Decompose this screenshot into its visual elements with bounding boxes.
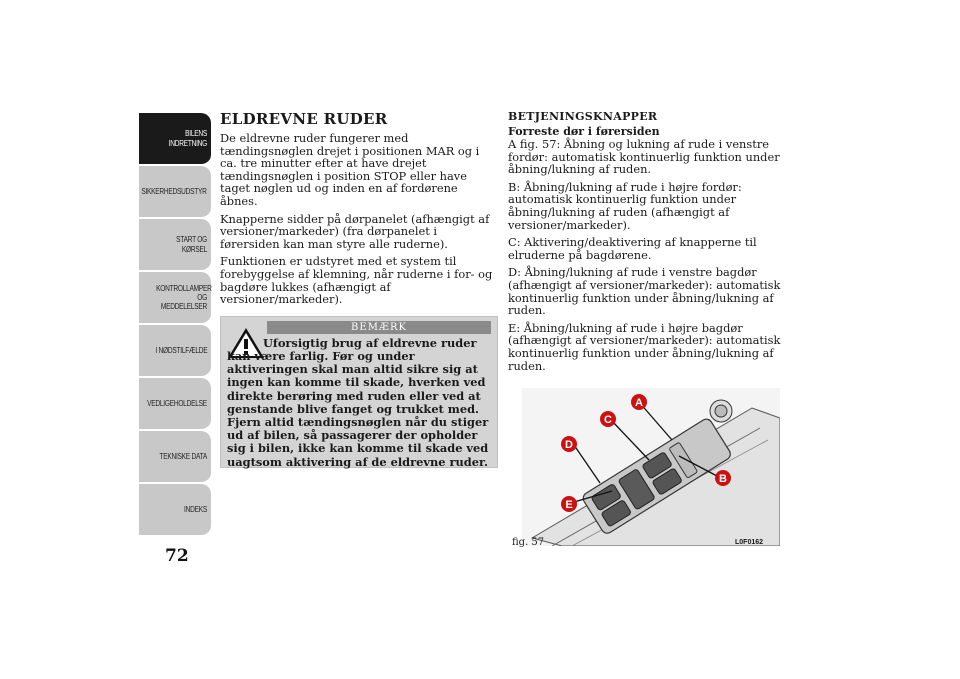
svg-text:C: C — [604, 414, 612, 426]
tab-label: INDEKS — [184, 504, 207, 514]
paragraph: Knapperne sidder på dørpanelet (afhængigt af versioner/markeder) (fra dørpanelet i førersiden kan man styre alle ruderne). — [220, 211, 490, 251]
tab-label: KONTROLLAMPER OG MEDDELELSER — [156, 283, 212, 312]
svg-text:B: B — [719, 473, 727, 485]
right-column — [508, 110, 783, 377]
left-column — [220, 110, 498, 468]
subsection-title: BETJENINGSKNAPPER — [508, 110, 658, 123]
tab-tekniske-data[interactable] — [139, 431, 211, 483]
page-number: 72 — [165, 546, 189, 566]
callout-b — [715, 470, 731, 486]
item-c: C: Aktivering/deaktivering af knapperne til elruderne på bagdørene. — [508, 235, 757, 262]
item-e: E: Åbning/lukning af rude i højre bagdør (afhængigt af versioner/markeder): automatisk kontinuerlig funktion under åbning/lukning af ruden. — [508, 320, 781, 373]
tab-label: TEKNISKE DATA — [159, 451, 207, 461]
tab-label: SIKKERHEDSUDSTYR — [141, 186, 207, 196]
tab-start-og-korsel[interactable] — [139, 219, 211, 271]
tab-sikkerhedsudstyr[interactable] — [139, 166, 211, 218]
tab-vedligeholdelse[interactable] — [139, 378, 211, 430]
item-d: D: Åbning/lukning af rude i venstre bagdør (afhængigt af versioner/markeder): automatisk kontinuerlig funktion under åbning/lukning af ruden. — [508, 265, 781, 318]
paragraph: De eldrevne ruder fungerer med tændingsnøglen drejet i positionen MAR og i ca. tre minutter efter at have drejet tændingsnøglen i position STOP eller have taget nøglen ud og inden en af fordørene åbnes. — [220, 131, 480, 208]
svg-text:A: A — [635, 397, 643, 409]
tab-bilens-indretning[interactable] — [139, 113, 211, 165]
callout-a — [631, 394, 647, 410]
subsection-subtitle: Forreste dør i førersiden — [508, 125, 660, 138]
item-b: B: Åbning/lukning af rude i højre fordør: automatisk kontinuerlig funktion under åbning/lukning af ruden (afhængigt af versioner/markeder). — [508, 179, 742, 232]
tab-label: I NØDSTILFÆLDE — [155, 345, 207, 355]
tab-label: BILENS INDRETNING — [168, 129, 207, 148]
section-title: ELDREVNE RUDER — [220, 110, 388, 128]
figure-caption: fig. 57 — [512, 537, 545, 548]
warning-text: Uforsigtig brug af eldrevne ruder kan være farlig. Før og under aktiveringen skal man altid sikre sig at ingen kan komme til skade, hverken ved direkte berøring med ruden eller ved at genstande blive fanget og trukket med. Fjern altid tændingsnøglen når du stiger ud af bilen, så passagerer der opholder sig i bilen, ikke kan komme til skade ved uagtsom aktivering af de eldrevne ruder. — [227, 335, 489, 469]
warning-box — [220, 316, 498, 468]
tab-i-nodstilfaelde[interactable] — [139, 325, 211, 377]
callout-d — [561, 436, 577, 452]
chapter-tabs — [139, 113, 211, 543]
door-panel-illustration — [522, 388, 780, 546]
tab-label: VEDLIGEHOLDELSE — [147, 398, 207, 408]
svg-text:E: E — [565, 499, 573, 511]
tab-indeks[interactable] — [139, 484, 211, 536]
tab-label: START OG KØRSEL — [176, 235, 207, 254]
callout-e — [561, 496, 577, 512]
paragraph: Funktionen er udstyret med et system til forebyggelse af klemning, når ruderne i for- og bagdøre lukkes (afhængigt af versioner/markeder). — [220, 254, 493, 307]
figure-code: L0F0162 — [735, 539, 764, 546]
svg-text:D: D — [565, 439, 573, 451]
item-a: A fig. 57: Åbning og lukning af rude i venstre fordør: automatisk kontinuerlig funktion under åbning/lukning af ruden. — [508, 137, 780, 177]
door-panel-figure — [522, 388, 780, 546]
warning-heading: BEMÆRK — [267, 321, 491, 334]
callout-c — [600, 411, 616, 427]
tab-kontrollamper[interactable] — [139, 272, 211, 324]
